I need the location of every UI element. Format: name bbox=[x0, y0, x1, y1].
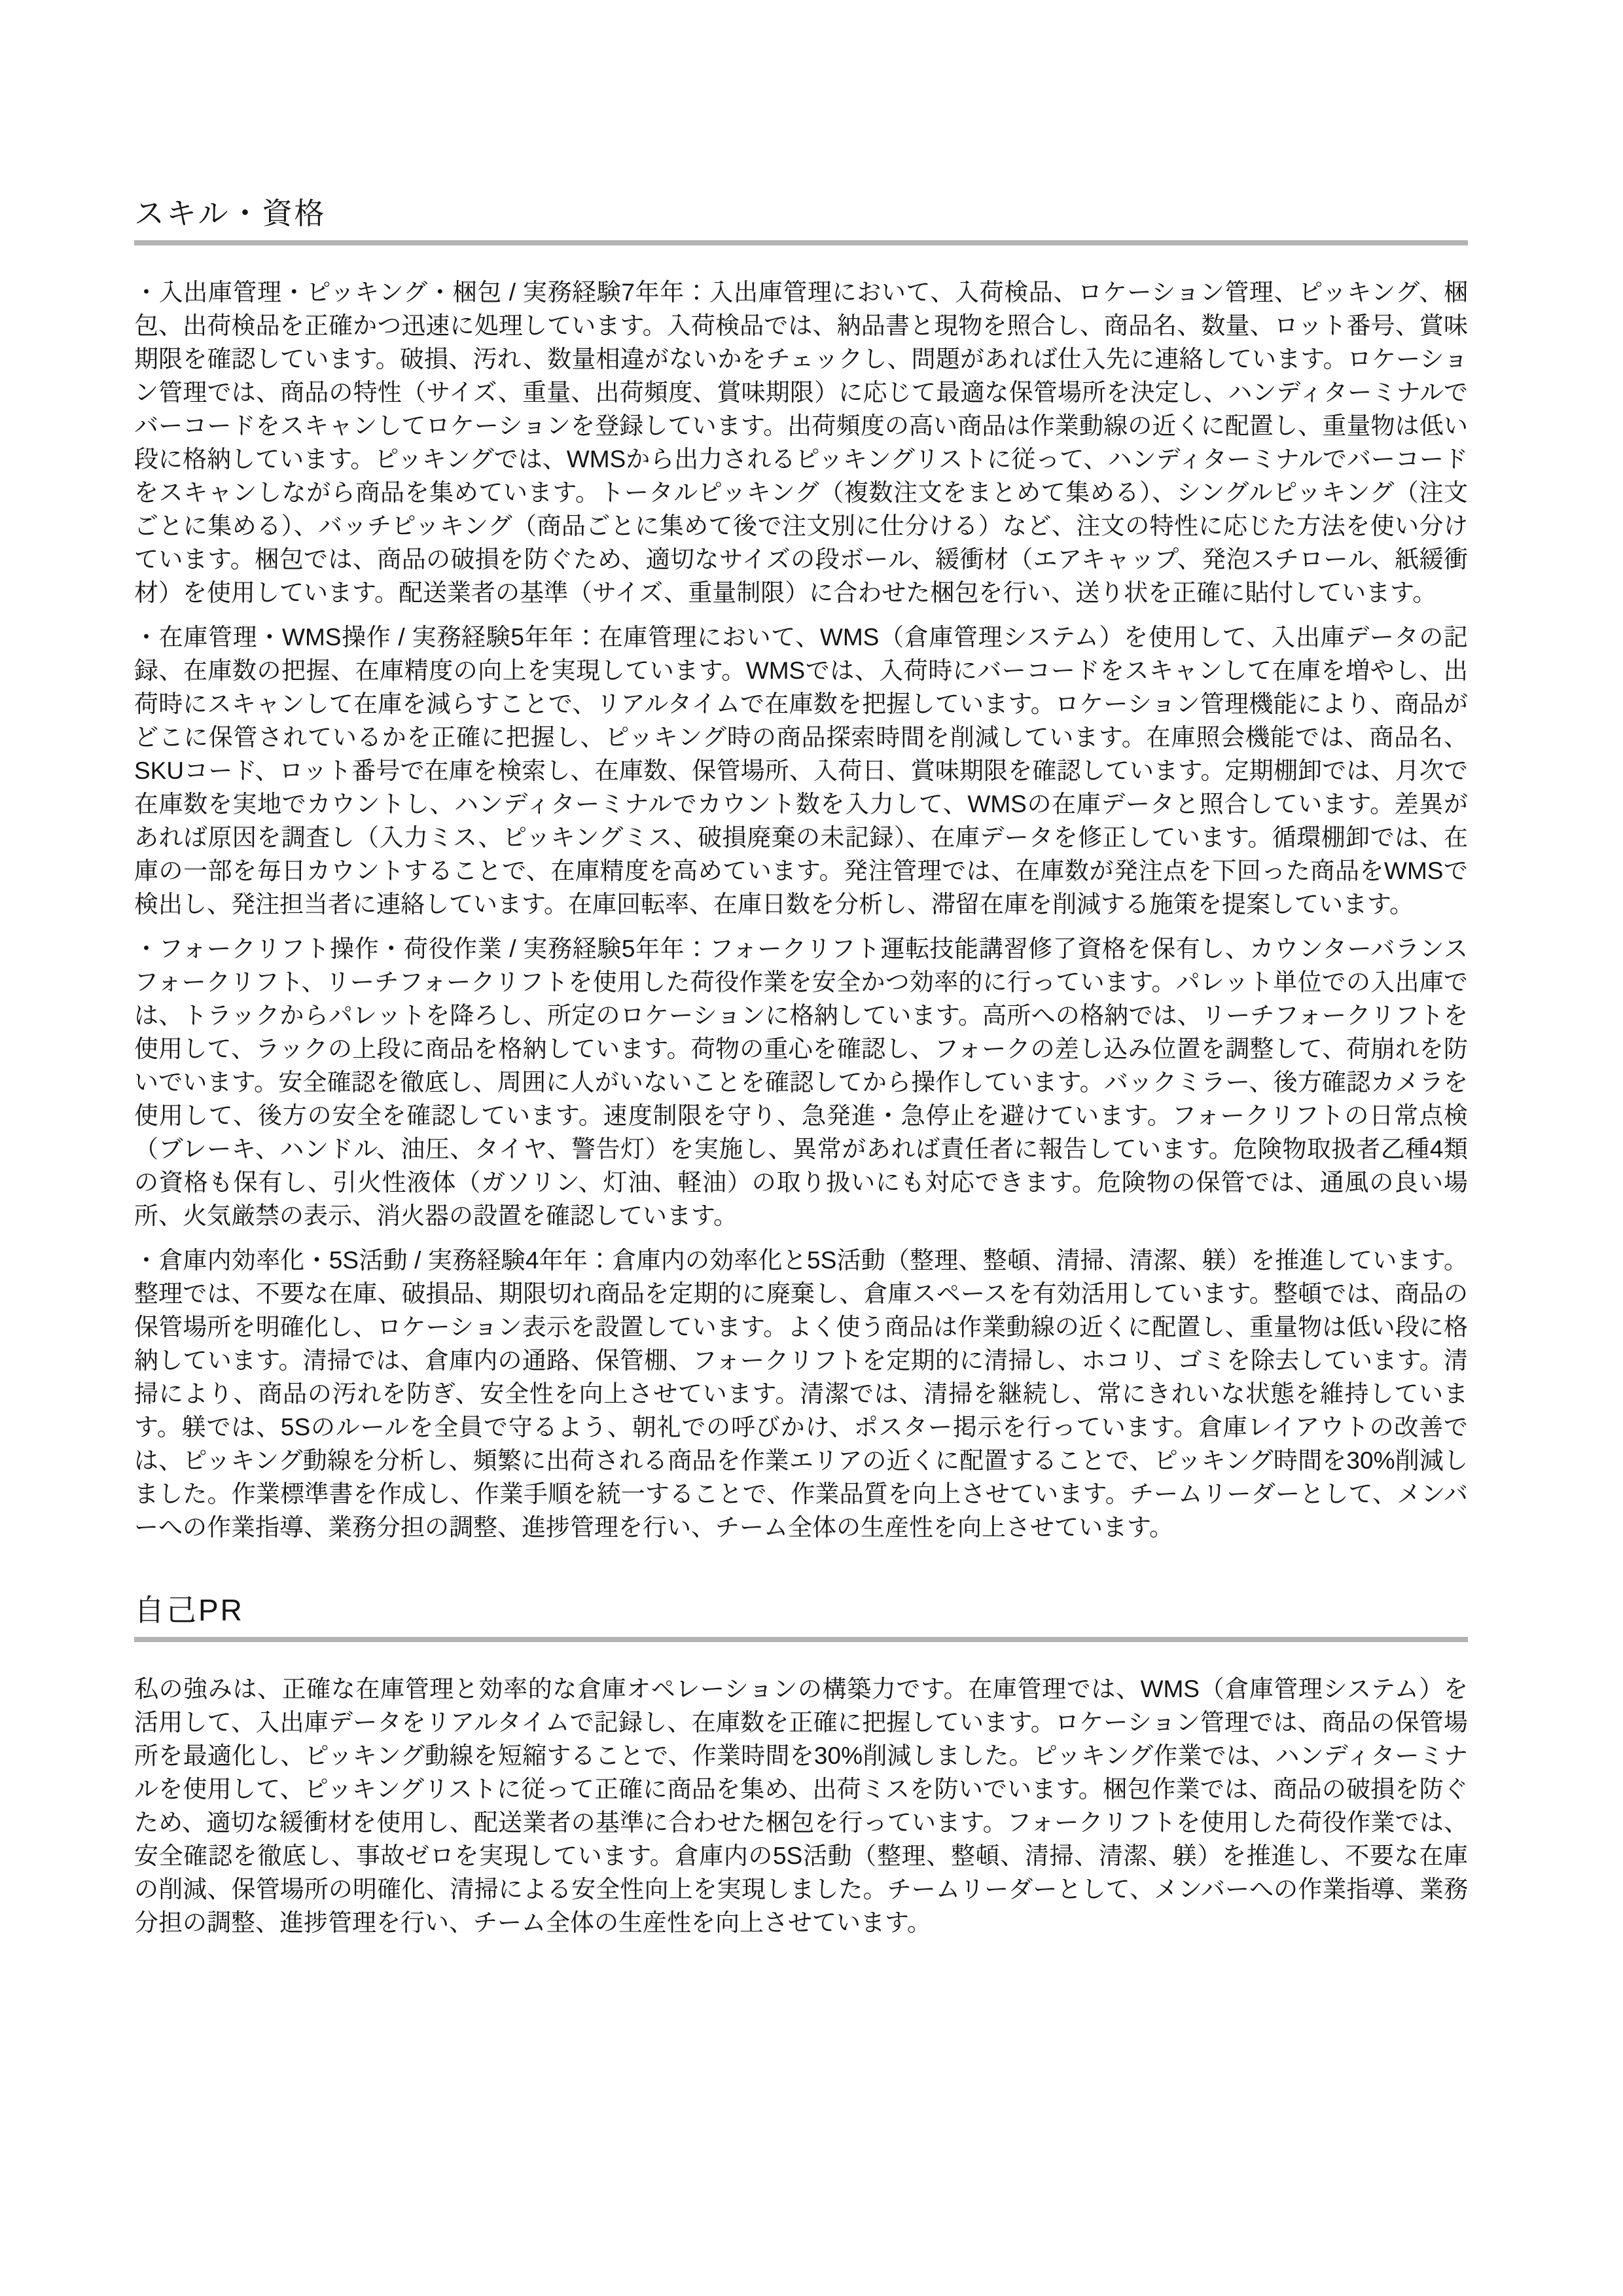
skills-paragraph-forklift: ・フォークリフト操作・荷役作業 / 実務経験5年年：フォークリフト運転技能講習修了資格を保有し、カウンターバランスフォークリフト、リーチフォークリフトを使用した荷役作業を安全かつ効率的に行っています。パレット単位での入出庫では、トラックからパレットを降ろし、所定のロケーションに格納しています。高所への格納では、リーチフォークリフトを使用して、ラックの上段に商品を格納しています。荷物の重心を確認し、フォークの差し込み位置を調整して、荷崩れを防いでいます。安全確認を徹底し、周囲に人がいないことを確認してから操作しています。バックミラー、後方確認カメラを使用して、後方の安全を確認しています。速度制限を守り、急発進・急停止を避けています。フォークリフトの日常点検（ブレーキ、ハンドル、油圧、タイヤ、警告灯）を実施し、異常があれば責任者に報告しています。危険物取扱者乙種4類の資格も保有し、引火性液体（ガソリン、灯油、軽油）の取り扱いにも対応できます。危険物の保管では、通風の良い場所、火気厳禁の表示、消火器の設置を確認しています。 bbox=[134, 935, 1468, 1229]
section-self-pr bbox=[134, 1593, 1468, 1939]
skills-paragraph-inventory-wms: ・在庫管理・WMS操作 / 実務経験5年年：在庫管理において、WMS（倉庫管理システム）を使用して、入出庫データの記録、在庫数の把握、在庫精度の向上を実現しています。WMSでは、入荷時にバーコードをスキャンして在庫を増やし、出荷時にスキャンして在庫を減らすことで、リアルタイムで在庫数を把握しています。ロケーション管理機能により、商品がどこに保管されているかを正確に把握し、ピッキング時の商品探索時間を削減しています。在庫照会機能では、商品名、SKUコード、ロット番号で在庫を検索し、在庫数、保管場所、入荷日、賞味期限を確認しています。定期棚卸では、月次で在庫数を実地でカウントし、ハンディターミナルでカウント数を入力して、WMSの在庫データと照合しています。差異があれば原因を調査し（入力ミス、ピッキングミス、破損廃棄の未記録）、在庫データを修正しています。循環棚卸では、在庫の一部を毎日カウントすることで、在庫精度を高めています。発注管理では、在庫数が発注点を下回った商品をWMSで検出し、発注担当者に連絡しています。在庫回転率、在庫日数を分析し、滞留在庫を削減する施策を提案しています。 bbox=[134, 624, 1468, 918]
self-pr-section-body bbox=[134, 1672, 1468, 1939]
skills-paragraph-shipping-receiving: ・入出庫管理・ピッキング・梱包 / 実務経験7年年：入出庫管理において、入荷検品、ロケーション管理、ピッキング、梱包、出荷検品を正確かつ迅速に処理しています。入荷検品では、納品書と現物を照合し、商品名、数量、ロット番号、賞味期限を確認しています。破損、汚れ、数量相違がないかをチェックし、問題があれば仕入先に連絡しています。ロケーション管理では、商品の特性（サイズ、重量、出荷頻度、賞味期限）に応じて最適な保管場所を決定し、ハンディターミナルでバーコードをスキャンしてロケーションを登録しています。出荷頻度の高い商品は作業動線の近くに配置し、重量物は低い段に格納しています。ピッキングでは、WMSから出力されるピッキングリストに従って、ハンディターミナルでバーコードをスキャンしながら商品を集めています。トータルピッキング（複数注文をまとめて集める）、シングルピッキング（注文ごとに集める）、バッチピッキング（商品ごとに集めて後で注文別に仕分ける）など、注文の特性に応じた方法を使い分けています。梱包では、商品の破損を防ぐため、適切なサイズの段ボール、緩衝材（エアキャップ、発泡スチロール、紙緩衝材）を使用しています。配送業者の基準（サイズ、重量制限）に合わせた梱包を行い、送り状を正確に貼付しています。 bbox=[134, 279, 1468, 606]
self-pr-heading-divider bbox=[134, 1637, 1468, 1642]
skills-section-body bbox=[134, 276, 1468, 1544]
skills-paragraph-5s-activity: ・倉庫内効率化・5S活動 / 実務経験4年年：倉庫内の効率化と5S活動（整理、整頓、清掃、清潔、躾）を推進しています。整理では、不要な在庫、破損品、期限切れ商品を定期的に廃棄し、倉庫スペースを有効活用しています。整頓では、商品の保管場所を明確化し、ロケーション表示を設置しています。よく使う商品は作業動線の近くに配置し、重量物は低い段に格納しています。清掃では、倉庫内の通路、保管棚、フォークリフトを定期的に清掃し、ホコリ、ゴミを除去しています。清掃により、商品の汚れを防ぎ、安全性を向上させています。清潔では、清掃を継続し、常にきれいな状態を維持しています。躾では、5Sのルールを全員で守るよう、朝礼での呼びかけ、ポスター掲示を行っています。倉庫レイアウトの改善では、ピッキング動線を分析し、頻繁に出荷される商品を作業エリアの近くに配置することで、ピッキング時間を30%削減しました。作業標準書を作成し、作業手順を統一することで、作業品質を向上させています。チームリーダーとして、メンバーへの作業指導、業務分担の調整、進捗管理を行い、チーム全体の生産性を向上させています。 bbox=[134, 1247, 1468, 1541]
self-pr-section-heading: 自己PR bbox=[134, 1593, 244, 1627]
skills-heading-divider bbox=[134, 240, 1468, 245]
section-skills bbox=[134, 196, 1468, 1544]
skills-section-heading: スキル・資格 bbox=[134, 196, 327, 230]
self-pr-paragraph: 私の強みは、正確な在庫管理と効率的な倉庫オペレーションの構築力です。在庫管理では、WMS（倉庫管理システム）を活用して、入出庫データをリアルタイムで記録し、在庫数を正確に把握しています。ロケーション管理では、商品の保管場所を最適化し、ピッキング動線を短縮することで、作業時間を30%削減しました。ピッキング作業では、ハンディターミナルを使用して、ピッキングリストに従って正確に商品を集め、出荷ミスを防いでいます。梱包作業では、商品の破損を防ぐため、適切な緩衝材を使用し、配送業者の基準に合わせた梱包を行っています。フォークリフトを使用した荷役作業では、安全確認を徹底し、事故ゼロを実現しています。倉庫内の5S活動（整理、整頓、清掃、清潔、躾）を推進し、不要な在庫の削減、保管場所の明確化、清掃による安全性向上を実現しました。チームリーダーとして、メンバーへの作業指導、業務分担の調整、進捗管理を行い、チーム全体の生産性を向上させています。 bbox=[134, 1676, 1468, 1936]
